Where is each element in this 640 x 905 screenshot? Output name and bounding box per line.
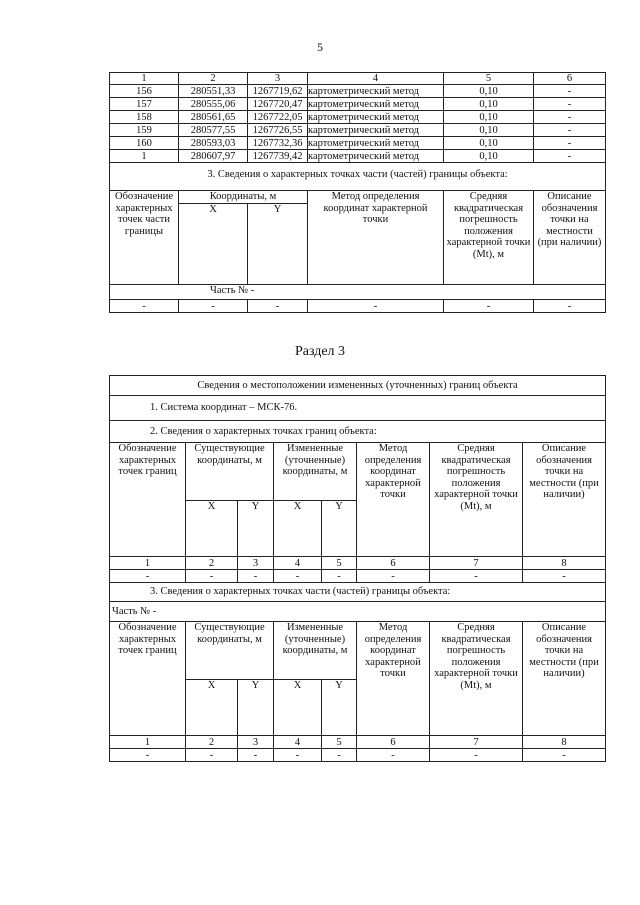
empty-cell: - bbox=[110, 749, 186, 762]
section-heading: Раздел 3 bbox=[294, 344, 346, 359]
empty-cell: - bbox=[534, 300, 606, 313]
column-number: 2 bbox=[186, 736, 238, 749]
coord-y: 1267719,62 bbox=[248, 85, 308, 98]
header-x: X bbox=[186, 501, 238, 557]
column-number: 4 bbox=[274, 557, 322, 570]
empty-cell: - bbox=[248, 300, 308, 313]
error: 0,10 bbox=[444, 85, 534, 98]
column-number: 4 bbox=[274, 736, 322, 749]
column-number: 4 bbox=[308, 73, 444, 85]
header-designation: Обозначение характерных точек границ bbox=[110, 443, 186, 557]
header-y: Y bbox=[248, 204, 308, 285]
empty-cell: - bbox=[523, 570, 606, 583]
empty-cell: - bbox=[179, 300, 248, 313]
column-number: 7 bbox=[430, 736, 523, 749]
empty-cell: - bbox=[308, 300, 444, 313]
table-row bbox=[110, 124, 606, 137]
coord-y: 1267720,47 bbox=[248, 98, 308, 111]
column-number-row bbox=[110, 736, 606, 749]
header-error: Средняя квадратическая погрешность положения характерной точки (Mt), м bbox=[444, 191, 534, 285]
table-row bbox=[110, 749, 606, 762]
point-id: 1 bbox=[110, 150, 179, 163]
part-label: Часть № - bbox=[110, 285, 606, 300]
point-id: 157 bbox=[110, 98, 179, 111]
column-number: 7 bbox=[430, 557, 523, 570]
column-number: 2 bbox=[179, 73, 248, 85]
table-row bbox=[110, 300, 606, 313]
header-existing-coords: Существующие координаты, м bbox=[186, 622, 274, 680]
column-number: 8 bbox=[523, 736, 606, 749]
empty-cell: - bbox=[110, 570, 186, 583]
column-number: 6 bbox=[357, 557, 430, 570]
header-x: X bbox=[186, 680, 238, 736]
point-id: 156 bbox=[110, 85, 179, 98]
column-number: 1 bbox=[110, 557, 186, 570]
empty-cell: - bbox=[186, 749, 238, 762]
error: 0,10 bbox=[444, 124, 534, 137]
column-number: 6 bbox=[534, 73, 606, 85]
part-section-title: 3. Сведения о характерных точках части (частей) границы объекта: bbox=[110, 583, 606, 602]
empty-cell: - bbox=[430, 570, 523, 583]
section-title: 3. Сведения о характерных точках части (частей) границы объекта: bbox=[110, 163, 606, 191]
empty-cell: - bbox=[357, 749, 430, 762]
column-number: 2 bbox=[186, 557, 238, 570]
header-description: Описание обозначения точки на местности (при наличии) bbox=[523, 622, 606, 736]
header-coordinates: Координаты, м bbox=[179, 191, 308, 204]
coord-y: 1267739,42 bbox=[248, 150, 308, 163]
table-row bbox=[110, 150, 606, 163]
point-id: 158 bbox=[110, 111, 179, 124]
point-id: 159 bbox=[110, 124, 179, 137]
method: картометрический метод bbox=[308, 150, 444, 163]
empty-cell: - bbox=[274, 749, 322, 762]
description: - bbox=[534, 124, 606, 137]
coordinate-system: 1. Система координат – МСК-76. bbox=[110, 396, 606, 421]
point-id: 160 bbox=[110, 137, 179, 150]
description: - bbox=[534, 85, 606, 98]
method: картометрический метод bbox=[308, 85, 444, 98]
method: картометрический метод bbox=[308, 111, 444, 124]
header-x: X bbox=[274, 501, 322, 557]
empty-cell: - bbox=[430, 749, 523, 762]
column-number: 6 bbox=[357, 736, 430, 749]
coord-y: 1267732,36 bbox=[248, 137, 308, 150]
header-y: Y bbox=[238, 680, 274, 736]
coordinates-table-continued bbox=[109, 72, 606, 313]
description: - bbox=[534, 150, 606, 163]
column-number: 8 bbox=[523, 557, 606, 570]
header-y: Y bbox=[322, 680, 357, 736]
table-row bbox=[110, 137, 606, 150]
coord-x: 280551,33 bbox=[179, 85, 248, 98]
error: 0,10 bbox=[444, 137, 534, 150]
coord-y: 1267726,55 bbox=[248, 124, 308, 137]
description: - bbox=[534, 111, 606, 124]
coord-x: 280593,03 bbox=[179, 137, 248, 150]
table-row bbox=[110, 98, 606, 111]
description: - bbox=[534, 137, 606, 150]
empty-cell: - bbox=[322, 570, 357, 583]
header-method: Метод определения координат характерной точки bbox=[308, 191, 444, 285]
empty-cell: - bbox=[322, 749, 357, 762]
table-row bbox=[110, 85, 606, 98]
column-number-row bbox=[110, 557, 606, 570]
page-number: 5 bbox=[317, 40, 323, 54]
header-changed-coords: Измененные (уточненные) координаты, м bbox=[274, 622, 357, 680]
coord-x: 280607,97 bbox=[179, 150, 248, 163]
header-method: Метод определения координат характерной точки bbox=[357, 622, 430, 736]
header-existing-coords: Существующие координаты, м bbox=[186, 443, 274, 501]
column-number: 5 bbox=[444, 73, 534, 85]
empty-cell: - bbox=[523, 749, 606, 762]
empty-cell: - bbox=[357, 570, 430, 583]
header-y: Y bbox=[238, 501, 274, 557]
column-number: 1 bbox=[110, 73, 179, 85]
empty-cell: - bbox=[110, 300, 179, 313]
header-method: Метод определения координат характерной точки bbox=[357, 443, 430, 557]
coord-x: 280555,06 bbox=[179, 98, 248, 111]
empty-cell: - bbox=[238, 570, 274, 583]
column-number: 3 bbox=[238, 736, 274, 749]
header-x: X bbox=[179, 204, 248, 285]
error: 0,10 bbox=[444, 111, 534, 124]
method: картометрический метод bbox=[308, 98, 444, 111]
column-number: 3 bbox=[238, 557, 274, 570]
coord-y: 1267722,05 bbox=[248, 111, 308, 124]
header-error: Средняя квадратическая погрешность положения характерной точки (Mt), м bbox=[430, 622, 523, 736]
coord-x: 280577,55 bbox=[179, 124, 248, 137]
coord-x: 280561,65 bbox=[179, 111, 248, 124]
header-y: Y bbox=[322, 501, 357, 557]
column-number: 5 bbox=[322, 736, 357, 749]
table-row bbox=[110, 111, 606, 124]
empty-cell: - bbox=[186, 570, 238, 583]
header-error: Средняя квадратическая погрешность положения характерной точки (Mt), м bbox=[430, 443, 523, 557]
header-description: Описание обозначения точки на местности (при наличии) bbox=[534, 191, 606, 285]
column-number: 3 bbox=[248, 73, 308, 85]
description: - bbox=[534, 98, 606, 111]
column-number-row bbox=[110, 73, 606, 85]
method: картометрический метод bbox=[308, 124, 444, 137]
changed-boundaries-table bbox=[109, 375, 606, 762]
empty-cell: - bbox=[238, 749, 274, 762]
error: 0,10 bbox=[444, 98, 534, 111]
header-designation: Обозначение характерных точек границ bbox=[110, 622, 186, 736]
column-number: 1 bbox=[110, 736, 186, 749]
column-number: 5 bbox=[322, 557, 357, 570]
header-designation: Обозначение характерных точек части границы bbox=[110, 191, 179, 285]
empty-cell: - bbox=[444, 300, 534, 313]
points-section-title: 2. Сведения о характерных точках границ объекта: bbox=[110, 421, 606, 443]
header-changed-coords: Измененные (уточненные) координаты, м bbox=[274, 443, 357, 501]
header-x: X bbox=[274, 680, 322, 736]
empty-cell: - bbox=[274, 570, 322, 583]
part-label: Часть № - bbox=[110, 602, 606, 622]
table-title: Сведения о местоположении измененных (уточненных) границ объекта bbox=[110, 376, 606, 396]
error: 0,10 bbox=[444, 150, 534, 163]
header-description: Описание обозначения точки на местности (при наличии) bbox=[523, 443, 606, 557]
table-row bbox=[110, 570, 606, 583]
method: картометрический метод bbox=[308, 137, 444, 150]
